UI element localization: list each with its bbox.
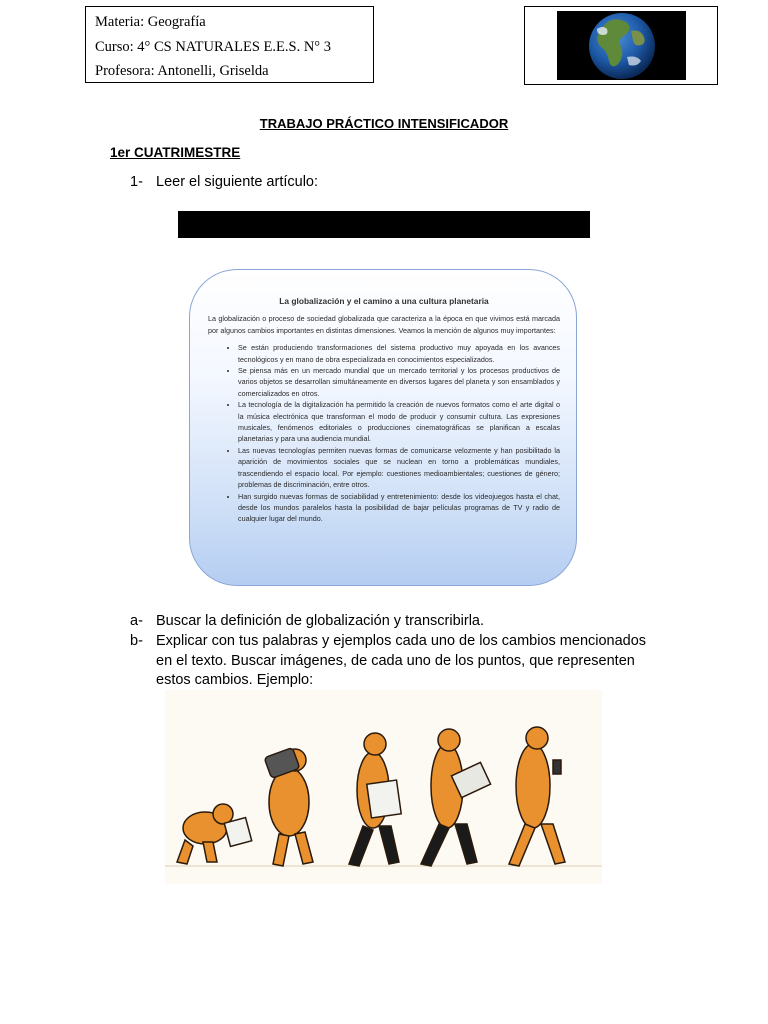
logo-box bbox=[524, 6, 718, 85]
course-info-box bbox=[85, 6, 374, 83]
subject-label: Materia: Geografía bbox=[95, 14, 206, 30]
question-a-text: Buscar la definición de globalización y transcribirla. bbox=[156, 613, 485, 629]
question-a-marker: a- bbox=[130, 613, 143, 629]
redacted-bar bbox=[178, 211, 590, 238]
article-bullet-list bbox=[208, 342, 560, 525]
article-bullet: • Se piensa más en un mercado mundial que un mercado territorial y los procesos productivos de varios objetos se desarrollan simultáneamente en diversos lugares del planeta y son ensamblados y comercializados en otros. bbox=[238, 365, 560, 399]
question-b-marker: b- bbox=[130, 633, 143, 649]
figure-5 bbox=[509, 727, 565, 866]
evolution-technology-illustration bbox=[165, 690, 602, 884]
section-heading: 1er CUATRIMESTRE bbox=[110, 145, 241, 160]
article-bullet: • Las nuevas tecnologías permiten nuevas formas de comunicarse velozmente y han posibilitado la aparición de movimientos sociales que se nuclean en torno a problemáticas mundiales, trascendiendo el espacio local. Por ejemplo: cuestiones medioambientales; cuestiones de género; problemas de discriminación, entre otros. bbox=[238, 445, 560, 491]
article-bullet: • Han surgido nuevas formas de sociabilidad y entretenimiento: desde los videojuegos hasta el chat, desde los mundos paralelos hasta la posibilidad de bajar películas programas de TV y radio de cualquier lugar del mundo. bbox=[238, 491, 560, 525]
teacher-label: Profesora: Antonelli, Griselda bbox=[95, 63, 269, 79]
step-1-text: Leer el siguiente artículo: bbox=[156, 174, 319, 190]
figure-2 bbox=[264, 748, 313, 866]
article-bullet: • Se están produciendo transformaciones del sistema productivo muy apoyada en los avances tecnológicos y en mano de obra especializada en conocimientos especializados. bbox=[238, 342, 560, 365]
article-box bbox=[189, 269, 577, 586]
figure-3 bbox=[349, 733, 401, 866]
course-label: Curso: 4° CS NATURALES E.E.S. N° 3 bbox=[95, 38, 331, 55]
page-title: TRABAJO PRÁCTICO INTENSIFICADOR bbox=[259, 116, 509, 131]
article-title: La globalización y el camino a una cultura planetaria bbox=[279, 296, 489, 306]
question-b-text: Explicar con tus palabras y ejemplos cada uno de los cambios mencionados en el texto. Buscar imágenes, de cada uno de los puntos, que representen estos cambios. Ejemplo: bbox=[156, 633, 647, 688]
figure-4 bbox=[421, 729, 491, 866]
article-intro: La globalización o proceso de sociedad globalizada que caracteriza a la época en que vivimos está marcada por algunos cambios importantes en distintas dimensiones. Veamos la mención de algunos muy importantes: bbox=[208, 314, 560, 335]
step-1-marker: 1- bbox=[130, 174, 143, 190]
article-bullet: • La tecnología de la digitalización ha permitido la creación de nuevos formatos como el arte digital o la música electrónica que transforman el modo de producir y consumir cultura. Las expresiones musicales, fenómenos editoriales o producciones cinematográficas se planifican a escalas planetarias y para una audiencia mundial. bbox=[238, 399, 560, 445]
earth-globe-icon bbox=[557, 11, 686, 80]
figure-1 bbox=[177, 804, 252, 864]
